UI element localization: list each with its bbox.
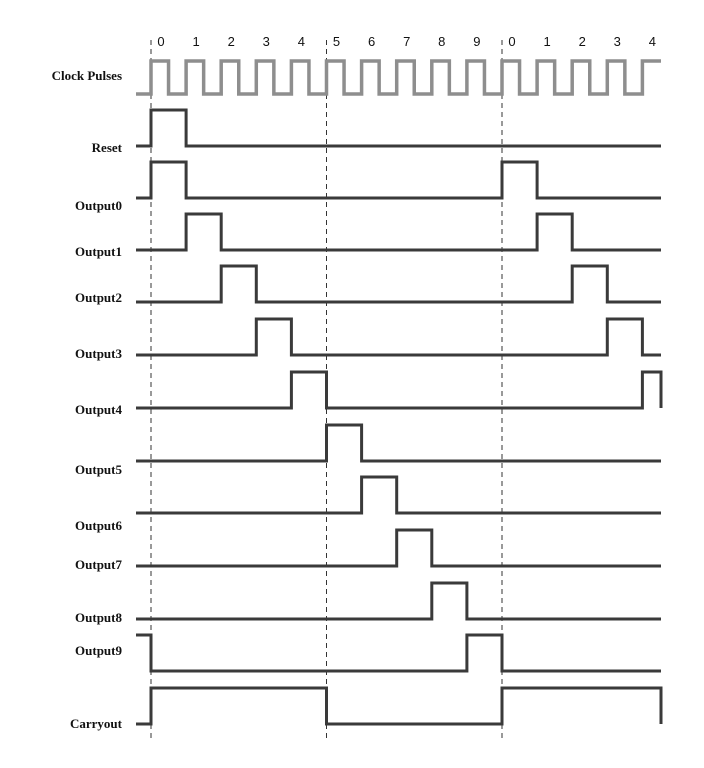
signal-waveforms [136,61,661,724]
clock-tick-label: 1 [543,34,551,49]
reset-label: Reset [91,140,122,155]
output0-waveform [136,162,661,198]
clock-pulses-waveform [136,61,661,94]
clock-tick-label: 4 [648,34,657,49]
carryout-waveform [136,688,661,724]
clock-tick-label: 3 [613,34,621,49]
output5-label: Output5 [75,462,122,477]
output3-label: Output3 [75,346,122,361]
clock-pulses-label: Clock Pulses [51,68,122,83]
output9-label: Output9 [75,643,122,658]
output2-waveform [136,266,661,302]
output4-label: Output4 [75,402,122,417]
clock-tick-label: 7 [403,34,411,49]
output9-waveform [136,635,661,671]
output2-label: Output2 [75,290,122,305]
output3-waveform [136,319,661,355]
clock-tick-label: 2 [227,34,235,49]
output8-waveform [136,583,661,619]
output7-waveform [136,530,661,566]
output0-label: Output0 [75,198,122,213]
output7-label: Output7 [75,557,122,572]
clock-tick-label: 3 [262,34,270,49]
output1-waveform [136,214,661,250]
output5-waveform [136,425,661,461]
clock-tick-label: 5 [332,34,341,49]
reset-waveform [136,110,661,146]
clock-tick-label: 1 [192,34,200,49]
clock-tick-label: 0 [508,34,516,49]
clock-tick-label: 8 [438,34,446,49]
clock-tick-label: 9 [473,34,481,49]
output4-waveform [136,372,661,408]
output1-label: Output1 [75,244,122,259]
clock-tick-label: 6 [367,34,376,49]
clock-tick-label: 0 [157,34,165,49]
signal-labels [52,68,123,731]
output6-waveform [136,477,661,513]
clock-tick-label: 2 [578,34,586,49]
output6-label: Output6 [75,518,122,533]
clock-tick-label: 4 [297,34,306,49]
clock-tick-labels [157,34,656,49]
carryout-label: Carryout [70,716,122,731]
output8-label: Output8 [75,610,122,625]
